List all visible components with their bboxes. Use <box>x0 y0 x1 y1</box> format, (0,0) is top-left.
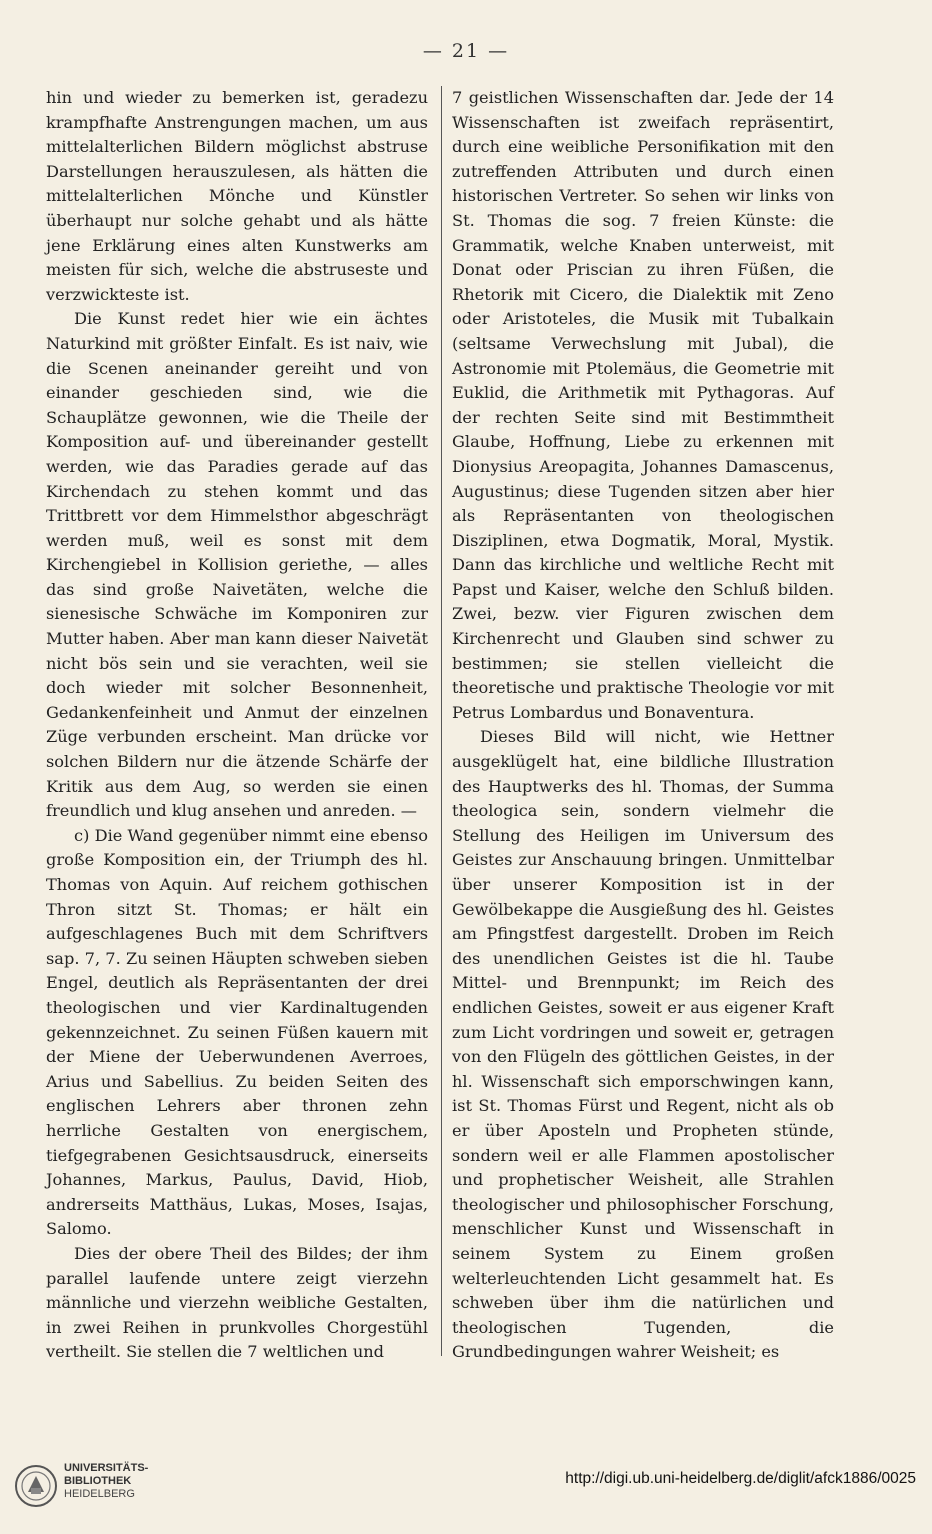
footer-bar <box>0 1440 932 1534</box>
library-name-line: BIBLIOTHEK <box>64 1475 132 1487</box>
library-name-line: HEIDELBERG <box>64 1488 135 1500</box>
page-number-header: — 21 — <box>422 40 510 62</box>
paragraph: Die Kunst redet hier wie ein ächtes Naturkind mit größter Einfalt. Es ist naiv, wie die Scenen aneinander gereiht und von einander geschieden sind, wie die Schauplätze gewonnen, wie die Theile der Komposition auf- und übereinander gestellt werden, wie das Paradies gerade auf das Kirchendach zu stehen kommt und das Trittbrett vor dem Himmelsthor abgeschrägt werden muß, weil es sonst mit dem Kirchengiebel in Kollision geriethe, — alles das sind große Naivetäten, welche die sienesische Schwäche im Komponiren zur Mutter haben. Aber man kann dieser Naivetät nicht bös sein und sie verachten, weil sie doch wieder mit solcher Besonnenheit, Gedankenfeinheit und Anmut der einzelnen Züge verbunden erscheint. Man drücke vor solchen Bildern nur die ätzende Schärfe der Kritik aus dem Aug, so werden sie einen freundlich und klug ansehen und anreden. — <box>46 309 428 821</box>
paragraph: Dies der obere Theil des Bildes; der ihm parallel laufende untere zeigt vierzehn männliche und vierzehn weibliche Gestalten, in zwei Reihen in prunkvolles Chorgestühl vertheilt. Sie stellen die 7 weltlichen und <box>46 1243 428 1362</box>
text-column-right <box>452 86 834 1365</box>
library-name-line: UNIVERSITÄTS- <box>64 1462 149 1474</box>
university-seal-icon <box>14 1464 58 1508</box>
text-column-left <box>46 86 428 1365</box>
column-divider <box>441 86 442 1356</box>
source-url-link[interactable]: http://digi.ub.uni-heidelberg.de/diglit/afck1886/0025 <box>565 1470 916 1487</box>
paragraph: 7 geistlichen Wissenschaften dar. Jede der 14 Wissenschaften ist zweifach repräsentirt, durch eine weibliche Personifikation mit den zutreffenden Attributen und durch einen historischen Vertreter. So sehen wir links von St. Thomas die sog. 7 freien Künste: die Grammatik, welche Knaben unterweist, mit Donat oder Priscian zu ihren Füßen, die Rhetorik mit Cicero, die Dialektik mit Zeno oder Aristoteles, die Musik mit Tubalkain (seltsame Verwechslung mit Jubal), die Astronomie mit Ptolemäus, die Geometrie mit Euklid, die Arithmetik mit Pythagoras. Auf der rechten Seite sind mit Bestimmtheit Glaube, Hoffnung, Liebe zu erkennen mit Dionysius Areopagita, Johannes Damascenus, Augustinus; diese Tugenden sitzen aber hier als Repräsentanten von theologischen Disziplinen, etwa Dogmatik, Moral, Mystik. Dann das kirchliche und weltliche Recht mit Papst und Kaiser, welche den Schluß bilden. Zwei, bezw. vier Figuren zwischen dem Kirchenrecht und Glauben sind schwer zu bestimmen; sie stellen vielleicht die theoretische und praktische Theologie vor mit Petrus Lombardus und Bonaventura. <box>452 88 834 722</box>
paragraph: Dieses Bild will nicht, wie Hettner ausgeklügelt hat, eine bildliche Illustration des Hauptwerks des hl. Thomas, der Summa theologica sein, sondern vielmehr die Stellung des Heiligen im Universum des Geistes zur Anschauung bringen. Unmittelbar über unserer Komposition ist in der Gewölbekappe die Ausgießung des hl. Geistes am Pfingstfest dargestellt. Droben im Reich des unendlichen Geistes ist die hl. Taube Mittel- und Brennpunkt; im Reich des endlichen Geistes, soweit er aus eigener Kraft zum Licht vordringen und soweit er, getragen von den Flügeln des göttlichen Geistes, in der hl. Wissenschaft sich emporschwingen kann, ist St. Thomas Fürst und Regent, nicht als ob er über Aposteln und Propheten stünde, sondern weil er alle Flammen apostolischer und prophetischer Weisheit, alle Strahlen theologischer und philosophischer Forschung, menschlicher Kunst und Wissenschaft in seinem System zu Einem großen welterleuchtenden Licht gesammelt hat. Es schweben über ihm die natürlichen und theologischen Tugenden, die Grundbedingungen wahrer Weisheit; es <box>452 727 834 1362</box>
library-name <box>64 1462 148 1501</box>
paragraph: c) Die Wand gegenüber nimmt eine ebenso große Komposition ein, der Triumph des hl. Thomas von Aquin. Auf reichem gothischen Thron sitzt St. Thomas; er hält ein aufgeschlagenes Buch mit dem Schriftvers sap. 7, 7. Zu seinen Häupten schweben sieben Engel, deutlich als Repräsentanten der drei theologischen und vier Kardinaltugenden gekennzeichnet. Zu seinen Füßen kauern mit der Miene der Ueberwundenen Averroes, Arius und Sabellius. Zu beiden Seiten des englischen Lehrers aber thronen zehn herrliche Gestalten von energischem, tiefgegrabenen Gesichtsausdruck, einerseits Johannes, Markus, Paulus, David, Hiob, andrerseits Matthäus, Lukas, Moses, Isajas, Salomo. <box>46 825 428 1239</box>
paragraph: hin und wieder zu bemerken ist, geradezu krampfhafte Anstrengungen machen, um aus mittelalterlichen Bildern möglichst abstruse Darstellungen herauszulesen, als hätten die mittelalterlichen Mönche und Künstler überhaupt nur solche gehabt und als hätte jene Erklärung eines alten Kunstwerks am meisten für sich, welche die abstruseste und verzwickteste ist. <box>46 88 428 304</box>
